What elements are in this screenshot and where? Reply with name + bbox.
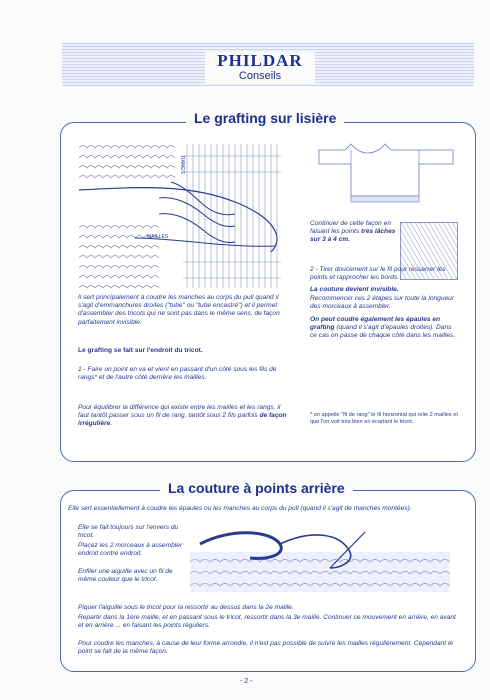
grafting-diagram xyxy=(75,142,287,290)
backstitch-p1: Piquer l'aiguille sous le tricot pour la ressortir au dessus dans la 2e maille. xyxy=(78,604,294,611)
grafting-continue: Continuer de cette façon en faisant les points très lâches sur 3 à 4 cm. xyxy=(310,220,396,244)
backstitch-thread: Enfiler une aiguille avec un fil de même couleur que le tricot. xyxy=(78,568,173,584)
phildar-logo xyxy=(205,52,315,84)
mailles-label: MAILLES xyxy=(147,234,169,240)
grafting-repeat: Recommencer ces 2 étapes sur toute la longueur des morceaux à assembler. xyxy=(310,295,455,311)
grafting-intro: Il sert principalement à coudre les manches au corps du pull quand il s'agit d'emmanchures droites ("tube" ou "tube encastré") et il permet d'assembler des tricots qui ne sont pas dans le même sens, de façon parfaitement invisible. xyxy=(78,294,280,326)
backstitch-intro: Elle sert essentiellement à coudre les épaules ou les manches au corps du pull (quand il s'agit de manches montées). xyxy=(68,505,412,512)
page-number: - 2 - xyxy=(240,678,253,685)
shoulders-bold: On peut coudre également les épaules en grafting xyxy=(310,316,441,332)
backstitch-diagram xyxy=(190,524,450,594)
balance-bold: de façon irrégulière xyxy=(78,412,287,428)
grafting-step2: 2 - Tirer doucement sur le fil pour resserrer les points et rapprocher les bords. xyxy=(310,266,446,282)
grafting-rule: Le grafting se fait sur l'endroit du tricot. xyxy=(78,347,203,354)
backstitch-svg xyxy=(190,524,450,594)
backstitch-p2: Repartir dans la 1ère maille, et en passant sous le tricot, ressortir dans la 3e maille. Continuer ce mouvement en arrière, en avant et en arrière ... en faisant les points réguliers. xyxy=(78,614,456,630)
grafting-shoulders: On peut coudre également les épaules en grafting (quand il s'agit d'épaules droites). Dans ce cas on passe de chaque côté dans les mailles. xyxy=(310,316,456,340)
grafting-balance: Pour équilibrer la différence qui existe entre les mailles et les rangs, il faut tantôt passer sous un fil de rang, tantôt sous 2 fils parfois de façon irrégulière. xyxy=(78,404,287,428)
backstitch-p3: Pour coudre les manches, à cause de leur forme arrondie, il n'est pas possible de suivre les mailles régulièrement. Cependant le point se fait de la même façon. xyxy=(78,640,454,656)
grafting-step1: 1 - Faire un point en va et vient en passant d'un côté sous les fils de rangs* et de l'autre côté derrière les mailles. xyxy=(78,366,277,382)
grafting-footnote: * on appelle "fil de rang" le fil horizontal qui relie 2 mailles et que l'on voit très bien en écartant le tricot. xyxy=(310,412,458,425)
grafting-title: Le grafting sur lisière xyxy=(186,110,344,126)
sweater-sketch xyxy=(315,142,457,212)
brand-subtitle: Conseils xyxy=(238,70,282,82)
sweater-svg xyxy=(315,142,457,212)
backstitch-place: Placez les 2 morceaux à assembler endroit contre endroit. xyxy=(78,542,183,558)
brand-name: PHILDAR xyxy=(217,51,303,70)
grafting-invisible: La couture devient invisible. xyxy=(310,286,399,293)
rangs-label: RANGS xyxy=(179,156,185,174)
continue-bold: très lâches sur 3 à 4 cm. xyxy=(310,228,396,244)
backstitch-envers: Elle se fait toujours sur l'envers du tricot. xyxy=(78,524,179,540)
grafting-diagram-svg xyxy=(75,142,287,290)
backstitch-title: La couture à points arrière xyxy=(160,480,353,496)
